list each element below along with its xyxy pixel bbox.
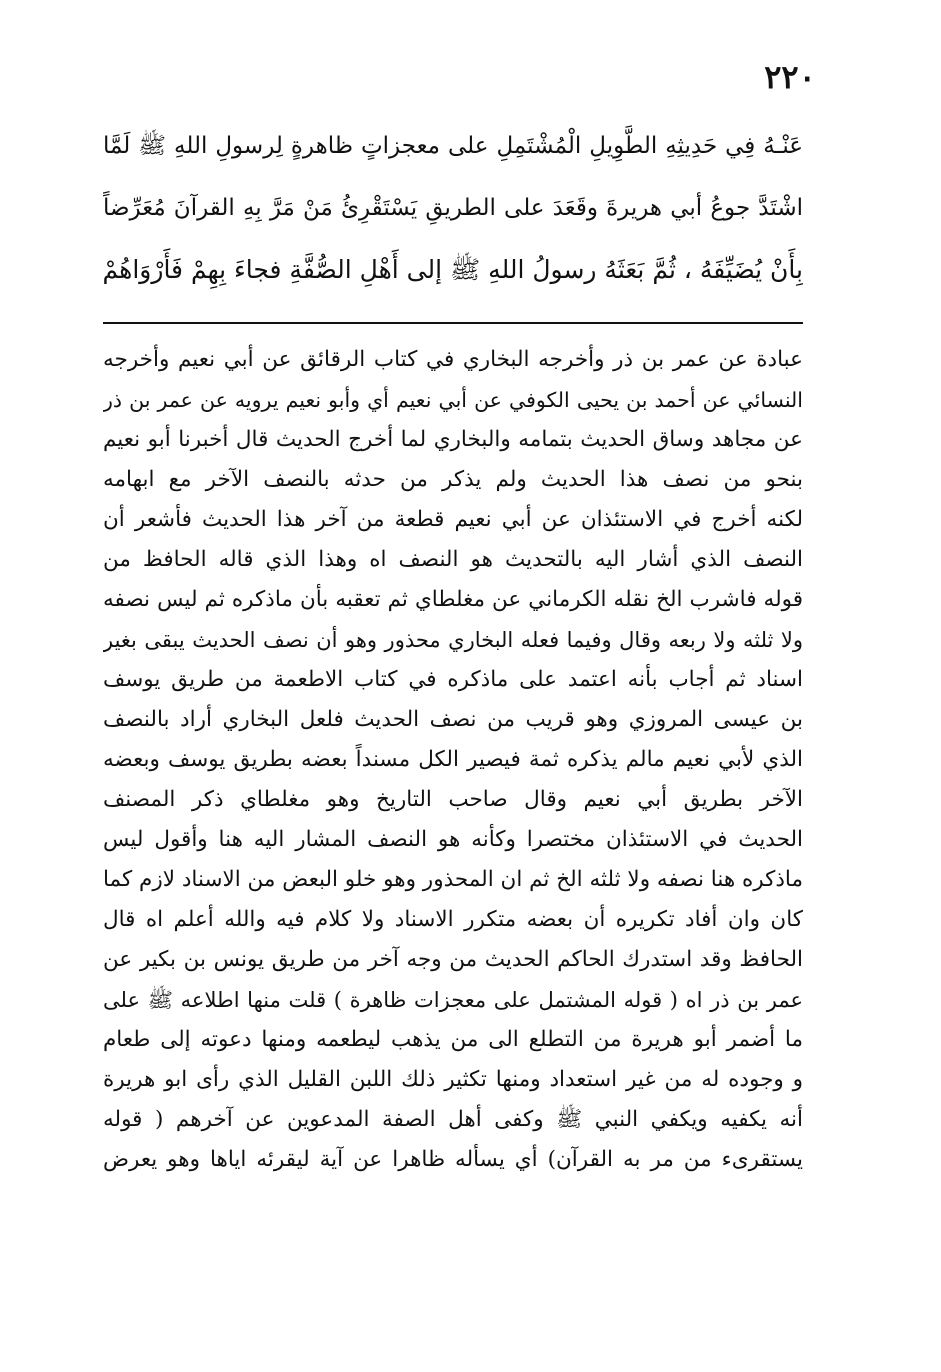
commentary-line: النصف الذي أشار اليه بالتحديث هو النصف اه وهذا الذي قاله الحافظ من bbox=[103, 547, 803, 572]
commentary-line: الحافظ وقد استدرك الحاكم الحديث من وجه آخر من طريق يونس بن بكير عن bbox=[103, 947, 803, 972]
commentary-line: أنه يكفيه ويكفي النبي ﷺ وكفى أهل الصفة المدعوين عن آخرهم ( قوله bbox=[103, 1107, 803, 1132]
page-number: ٢٢٠ bbox=[764, 58, 816, 96]
commentary-line: اسناد ثم أجاب بأنه اعتمد على ماذكره في كتاب الاطعمة من طريق يوسف bbox=[103, 667, 803, 692]
main-text-line: عَنْـهُ فِي حَدِيثِهِ الطَّوِيلِ الْمُشْتَمِلِ على معجزاتٍ ظاهرةٍ لِرسولِ اللهِ ﷺ لَمَّا bbox=[103, 133, 803, 159]
main-text-block bbox=[103, 115, 803, 301]
commentary-line: ماذكره هنا نصفه ولا ثلثه الخ ثم ان المحذور وهو خلو البعض من الاسناد لازم كما bbox=[103, 867, 803, 892]
section-divider bbox=[103, 322, 803, 324]
commentary-line: عبادة عن عمر بن ذر وأخرجه البخاري في كتاب الرقائق عن أبي نعيم وأخرجه bbox=[103, 347, 803, 372]
commentary-line: عن مجاهد وساق الحديث بتمامه والبخاري لما أخرج الحديث قال أخبرنا أبو نعيم bbox=[103, 427, 803, 452]
commentary-line: الذي لأبي نعيم مالم يذكره ثمة فيصير الكل مسنداً بعضه بطريق يوسف وبعضه bbox=[103, 747, 803, 772]
commentary-line: النسائي عن أحمد بن يحيى الكوفي عن أبي نعيم أي وأبو نعيم يرويه عن عمر بن ذر bbox=[103, 388, 803, 412]
commentary-line: يستقرىء من مر به القرآن) أي يسأله ظاهرا عن آية ليقرئه اياها وهو يعرض bbox=[103, 1147, 803, 1172]
commentary-line: الآخر بطريق أبي نعيم وقال صاحب التاريخ وهو مغلطاي ذكر المصنف bbox=[103, 787, 803, 812]
main-text-line: بِأَنْ يُضَيِّفَهُ ، ثُمَّ بَعَثَهُ رسولُ اللهِ ﷺ إلى أَهْلِ الصُّفَّةِ فجاءَ بِهِمْ فَأَرْوَاهُمْ bbox=[103, 255, 803, 284]
commentary-line: الحديث في الاستئذان مختصرا وكأنه هو النصف المشار اليه هنا وأقول ليس bbox=[103, 827, 803, 852]
commentary-line: بنحو من نصف هذا الحديث ولم يذكر من حدثه بالنصف الآخر مع ابهامه bbox=[103, 467, 803, 492]
commentary-line: لكنه أخرج في الاستئذان عن أبي نعيم قطعة من آخر هذا الحديث فأشعر أن bbox=[103, 507, 803, 532]
commentary-line: بن عيسى المروزي وهو قريب من نصف الحديث فلعل البخاري أراد بالنصف bbox=[103, 707, 803, 732]
commentary-line: ولا ثلثه ولا ربعه وقال وفيما فعله البخاري محذور وهو أن نصف الحديث يبقى بغير bbox=[103, 628, 803, 652]
commentary-block bbox=[103, 340, 803, 1180]
commentary-line: عمر بن ذر اه ( قوله المشتمل على معجزات ظاهرة ) قلت منها اطلاعه ﷺ على bbox=[103, 988, 803, 1012]
main-text-line: اشْتَدَّ جوعُ أبي هريرةَ وقَعَدَ على الطريقِ يَسْتَقْرِئُ مَنْ مَرَّ بِهِ القرآنَ مُعَرِّضاً bbox=[103, 195, 803, 221]
commentary-line: و وجوده له من غير استعداد ومنها تكثير ذلك اللبن القليل الذي رأى ابو هريرة bbox=[103, 1067, 803, 1092]
commentary-line: كان وان أفاد تكريره أن بعضه متكرر الاسناد ولا كلام فيه والله أعلم اه قال bbox=[103, 907, 803, 932]
commentary-line: ما أضمر أبو هريرة من التطلع الى من يذهب ليطعمه ومنها دعوته إلى طعام bbox=[103, 1027, 803, 1052]
commentary-line: قوله فاشرب الخ نقله الكرماني عن مغلطاي ثم تعقبه بأن ماذكره ثم ليس نصفه bbox=[103, 587, 803, 612]
